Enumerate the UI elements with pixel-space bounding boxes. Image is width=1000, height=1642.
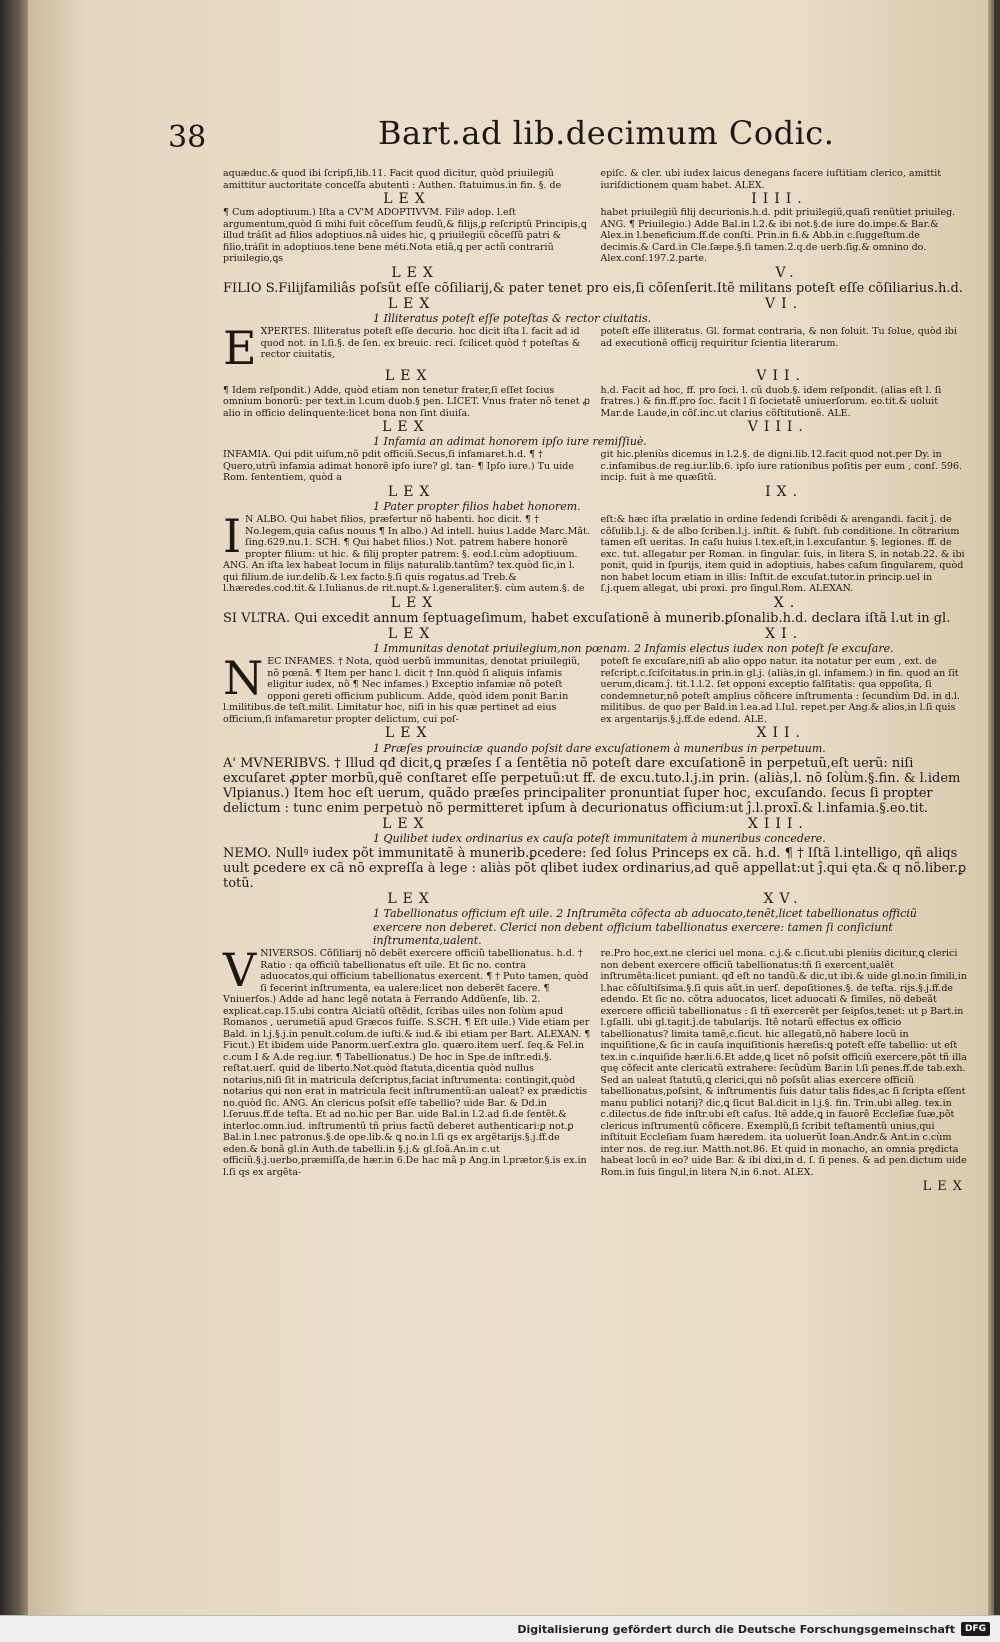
lex-heading [223, 264, 968, 281]
right-column: eſt:& hæc iſta prælatio in ordine ſedendi ſcribẽdi & arengandi. facit ĵ. de cõſulib.l.j. & de albo ſcriben.l.j. inſtit. & ſubſt. ſub conditione. In cõtrarium tamen eſt ueritas. In caſu huius l.tex.eſt,in l.excuſantur. §. legiones. ff. de exc. tut. allegatur per Roman. in ſingular. ſuis, in litera S, in notab.22. & ibi ponit, quid in ſpurijs, item quid in adoptiuis, habes caſum ſingularem, quòd non habet locum etiam in illis: Inſtit.de excuſat.tutor.in princip.uel in ſ.j.quem allegat, ubi proxi. pro ſingul.Rom. ALEXAN. [600, 514, 965, 595]
left-column [223, 449, 591, 484]
two-column-paragraph [223, 385, 968, 420]
lex-word: LEX [383, 191, 431, 207]
lex-word: LEX [387, 483, 436, 500]
digitization-footer [0, 1615, 1000, 1642]
right-column: re.Pro hoc,ext.ne clerici uel mona. c.j.& c.ſicut.ubi pleniùs dicitur,ꝗ clerici non debent exercere officiũ tabellionatus:tñ ſi exercent,ualẽt inſtrumẽta:licet puniant. qđ eſt no tandũ.& dic,ut ibi.& uide gl.no.in ſimili,in l.hac cõſultiſsima.§.ſi quis aũt.in uerſ. depoſitiones.§. de teſta. rijs.§.j.ff.de edendo. Et ſic no. cõtra aduocatos, licet aduocati & ſimiles, nõ debeãt exercere officiũ tabellionatus : ſi tñ exercerẽt per ſeipſos,tenet: ut p Bart.in l.gſalli. ubi gl.tagit.ĵ.de tabularijs. Itẽ notarũ effectus ex officio tabellionatus? limita tamẽ,c.ſicut. hic allegatũ,nõ habere locũ in inquiſitione,& ſic in cauſa inquiſitionis hæreſis:ꝗ poteſt eſſe tabellio: ut eſt tex.in c.inquiſide hær.li.6.Et adde,ꝗ licet nõ poſsit officiũ exercere,põt tñ illa quę cõfecit ante clericatũ extrahere: ſecũdùm Bar.in l.ſi penes.ff.de tab.exh. Sed an ualeat ſtatutũ,ꝗ clerici,qui nõ poſsũt alias exercere officiũ tabellionatus,poſsint, & inſtrumentis ſuis datur talis fides,ac ſi ſcripta eſſent manu publici notarij? dic,ꝗ ſicut Bal.dicit in l.j.§. fin. Trin.ubi alleg. tex.in c.dilectus.de fide inſtr.ubi eſt caſus. Itẽ adde,ꝗ in fauorẽ Eccleſiæ ſuæ,põt clericus inſtrumentũ cõficere. Exemplũ,ſi ſcribit teſtamentũ unius,qui inſtituit Eccleſiam ſuam hæredem. ita uoluerũt Ioan.Andr.& Ant.in c.cùm inter nos. de reg.iur. Matth.not.86. Et quid in monacho, an omnia prędicta habeat locũ in eo? uide Bar. & ibi dixi,in d. ſ. ſi penes. & ad pen.dictum uide Rom.in ſuis ſingul,in litera N,in 6.not. ALEX. [600, 948, 967, 1178]
paragraph: A' MVNERIBVS. † Illud qđ dicit,ꝗ præſes ſ a ſentẽtia nõ poteſt dare excuſationẽ in perpetuũ,eſt uerũ: niſi excuſaret ꝓpter morbũ,quẽ conſtaret eſſe perpetuũ:ut ff. de excu.tuto.l.j.in prin. (aliàs,l. nõ ſolùm.§.fin. & l.idem Vlpianus.) Item hoc eſt uerum, quãdo præſes principaliter pronuntiat ſuper hoc, excuſando. ſecus ſi propter delictum : tunc enim perpetuò nõ permitteret ipſum à decurionatus officium:ut ĵ.l.proxĩ.& l.infamia.§.eo.tit. [223, 755, 961, 816]
two-column-paragraph [223, 449, 968, 484]
two-column-paragraph [223, 943, 968, 1178]
right-column: poteſt ſe excuſare,niſi ab alio oppo natur. ita notatur per eum , ext. de reſcript.c.ſciſcitatus.in prin.in gl.j. (aliàs,in gl. infamem.) in fin. quod an ſit uerum,dicam.ĵ. tit.1.l.2. ſet opponi exceptio falſitatis: qua oppoſita, ſi condemnetur,nõ poteſt amplius cõficere inſtrumenta : ſecundùm Dd. in d.l. militibus. de quo per Bald.in l.ea.ad l.Iul. repet.per Ang.& alios,in l.ſi quis ex argentarijs.§.j.ff.de edend. ALE. [600, 656, 960, 725]
lex-heading [223, 815, 968, 832]
lex-heading [223, 727, 968, 740]
dfg-logo: DFG [961, 1622, 990, 1636]
right-column: h.d. Facit ad hoc, ff. pro ſoci. l. cũ duob.§. idem reſpondit. (alias eſt l. ſi fratres.) & fin.ff.pro ſoc. facit l ſi ſocietatẽ uniuerſorum. eo.tit.& uoluit Mar.de Laude,in cõſ.inc.ut clarius cõſtitutionẽ. ALE. [600, 384, 942, 419]
section-summary: 1 Infamia an adimat honorem ipſo iure remiſſiuè. [373, 435, 647, 449]
book-page [28, 0, 994, 1615]
lex-word: LEX [382, 815, 430, 832]
paragraph: FILIO S.Filijfamiliâs poſsũt eſſe cõſiliarij,& pater tenet pro eis,ſi cõſenſerit.Itẽ militans poteſt eſſe cõſiliarius.h.d. [223, 280, 963, 296]
left-column-text: N ALBO. Qui habet filios, præfertur nõ habenti. hoc dicit. ¶ † No.legem,quia caſus nouus ¶ In albo.) Ad intell. huius l.adde Marc.Mãt. ſing.629.nu.1. SCH. ¶ Qui habet filios.) Not. patrem habere honorẽ propter filium: ut hic. & filij propter patrem: §. eod.l.cùm adoptiuum. ANG. An iſta lex habeat locum in filijs naturalib.tantũm? tex.quòd ſic,in l. qui filium.de iur.delib.& l.ex facto.§.ſi quis rogatus.ad Treb.& l.hæredes.cod.tit.& l.Iulianus.de rit.nupt.& l.generaliter.§. cùm autem.§. de [223, 514, 590, 595]
lex-number: XV. [763, 891, 804, 908]
footer-credit: Digitalisierung gefördert durch die Deutsche Forschungsgemeinschaft [517, 1622, 955, 1636]
left-column [223, 321, 591, 376]
lex-word: LEX [390, 594, 439, 611]
section-summary: 1 Immunitas denotat priuilegium,non pœnam. 2 Infamis electus iudex non poteſt ſe excuſare. [373, 642, 894, 656]
lex-number: XIII. [747, 815, 809, 832]
left-column [223, 385, 591, 420]
section-summary: 1 Quilibet iudex ordinarius ex cauſa poteſt immunitatem à muneribus concedere. [373, 832, 826, 846]
left-column-text: EC INFAMES. † Nota, quòd uerbũ immunitas, denotat priuilegiũ, nõ pœnã. ¶ Item per hanc l. dicit † Inn.quòd ſi aliquis infamis eligitur iudex, nõ ¶ Nec infames.) Exceptio infamiæ nõ poteſt opponi gereti officium publicum. Adde, quòd idem ponit Bar.in l.militibus.de teſt.milit. Limitatur hoc, niſi in his quæ pertinet ad eius officium,ſi infamaretur propter delictum, cui poſ- [223, 656, 581, 725]
lex-number: XII. [756, 725, 806, 742]
two-column-paragraph [223, 509, 968, 595]
right-column: habet priuilegiũ filij decurionis.h.d. pdit priuilegiũ,quaſi renũtiet priuileg. ANG. ¶ Priuilegio.) Adde Bal.in l.2.& ibi not.§.de iure do.impe.& Bar.& Alex.in l.beneficium.ff.de conſti. Prin.in fi.& Abb.in c.ſuggeſtum.de decimis.& Card.in Cle.ſæpe.§.ſi tamen.2.q.de uerb.ſig.& omnino do. Alex.conſ.197.2.parte. [600, 207, 956, 265]
left-column [223, 168, 591, 191]
left-column-text: INFAMIA. Qui pdit uiſum,nõ pdit officiũ.Secus,ſi infamaret.h.d. ¶ † Quero,utrũ infamia adimat honorẽ ipſo iure? gl. tan- ¶ Ipſo iure.) Tu uide Rom. ſententiem, quòd a [223, 449, 574, 484]
lex-number: X. [773, 594, 801, 611]
lex-word: LEX [387, 891, 435, 908]
running-title: Bart.ad lib.decimum Codic. [378, 114, 835, 152]
left-column [223, 509, 591, 595]
lex-heading [223, 370, 968, 383]
left-column-text: ¶ Idem reſpondit.) Adde, quòd etiam non tenetur frater,ſi eſſet ſocius omnium bonorũ: per text.in l.cum duob.§ pen. LICET. Vnus frater nõ tenet ꝓ alio in officio delinquente:licet bona non ſint diuiſa. [223, 384, 590, 419]
lex-heading [223, 295, 968, 312]
lex-number: VII. [756, 368, 807, 385]
section-summary: 1 Præſes prouinciæ quando poſsit dare excuſationem à muneribus in perpetuum. [373, 741, 826, 755]
lex-heading [223, 483, 968, 500]
page-header [168, 114, 954, 166]
lex-word: LEX [384, 368, 433, 385]
right-column: epiſc. & cler. ubi iudex laicus denegans facere iuſtitiam clerico, amittit iuriſdictionem quam habet. ALEX. [600, 168, 942, 191]
lex-number: VIII. [747, 419, 809, 436]
lex-heading [223, 893, 968, 906]
drop-capital: E [223, 321, 257, 376]
drop-capital: V [223, 943, 257, 998]
lex-word: LEX [387, 626, 436, 643]
right-column: poteſt eſſe illiteratus. Gl. format contraria, & non ſoluit. Tu ſolue, quòd ibi ad executionẽ officij requiritur ſcientia literarum. [600, 326, 957, 349]
section-summary: 1 Pater propter filios habet honorem. [373, 500, 581, 514]
left-column-text: XPERTES. Illiteratus poteſt eſſe decurio. hoc dicit iſta l. facit ad id quod not. in l.ſi.§. de ſen. ex breuic. reci. ſcilicet quòd † poteſtas & rector ciuitatis, [260, 326, 581, 361]
left-column [223, 207, 591, 265]
two-column-paragraph [223, 207, 968, 265]
page-edge [988, 0, 994, 1642]
lex-heading [223, 594, 968, 611]
catchword: LEX [922, 1179, 968, 1195]
page-number: 38 [168, 120, 207, 155]
two-column-paragraph [223, 321, 968, 376]
lex-number: IX. [765, 483, 804, 500]
lex-heading [223, 193, 968, 206]
section-summary: 1 Tabellionatus officium eſt uile. 2 Inſtrumẽta cõfecta ab aduocato,tenẽt,licet tabellionatus officiũ exercere non deberet. Clerici non debent officium tabellionatus exercere: tamen ſi conſiciunt inſtrumenta,ualent. [373, 907, 917, 947]
scan-binding-shadow [0, 0, 28, 1642]
two-column-paragraph [223, 651, 968, 725]
section-summary: 1 Illiteratus poteſt eſſe poteſtas & rector ciuitatis. [373, 312, 652, 326]
lex-number: VI. [765, 295, 804, 312]
lex-word: LEX [385, 725, 433, 742]
lex-word: LEX [391, 264, 439, 281]
lex-heading [223, 421, 968, 434]
lex-number: IIII. [751, 191, 808, 207]
lex-number: XI. [765, 626, 804, 643]
paragraph: NEMO. Nullꝰ iudex põt immunitatẽ à munerib.ꝑcedere: ſed ſolus Princeps ex cã. h.d. ¶ † Iſtã l.intelligo, qñ aliqs uult ꝑcedere ex cã nõ expreſſa à lege : aliàs põt qlibet iudex ordinarius,ad quẽ appellat:ut ĵ.qui ęta.& q nõ.liber.ꝑ totũ. [223, 846, 967, 892]
left-column-text: NIVERSOS. Cõſiliarij nõ debẽt exercere officiũ tabellionatus. h.d. † Ratio : qa officiũ tabellionatus eſt uile. Et ſic no. contra aduocatos,qui officium tabellionatus exercent. ¶ † Puto tamen, quòd ſi fecerint inſtrumenta, ea ualere:licet non deberẽt facere. ¶ Vniuerſos.) Adde ad hanc legẽ notata à Ferrando Addũenſe, lib. 2. explicat.cap.15.ubi contra Alciatũ oſtẽdit, ſcribas uiles non ſolùm apud Romanos , uerumetiã apud Græcos fuiſſe. S.SCH. ¶ Eſt uile.) Vide etiam per Bald. in l.j.§.j.in penult.colum.de iuſti.& iud.& ibi etiam per Bart. ALEXAN. ¶ Ficut.) Et ibidem uide Panorm.uerſ.extra glo. quæro.item uerſ. ſeq.& Fel.in c.cum I & A.de reg.iur. ¶ Tabellionatus.) De hoc in Spe.de inſtr.edi.§. reſtat.uerſ. quid de liberto.Not.quòd ſtatuta,dicentia quòd nullus notarius,niſi ſit in matricula deſcriptus,faciat inſtrumenta: contingit,quòd notarius qui non erat in matricula fecit inſtrumentũ:an ualeat? ex prædictis no.quòd ſic. ANG. An clericus poſsit eſſe tabellio? uide Bar. & Dd.in l.ſeruus.ff.de teſta. Et ad no.hic per Bar. uide Bal.in l.2.ad ſi.de ſentẽt.& interloc.omn.iud. inſtrumentũ tñ prius factũ deberet authenticari:ꝑ not.ꝑ Bal.in l.nec patronus.§.de ope.lib.& ꝗ no.in l.ſi qs ex argẽtarijs.§.j.ff.de eden.& bonã gl.in Auth.de tabelli.in §.j.& gl.ſoã.An.in c.ut officiũ.§.j.uerbo,præmiſſa,de hær.in 6.De hac mã p Ang.in l.prætor.§.is ex.in l.ſi qs ex argẽta- [223, 948, 591, 1178]
drop-capital: N [223, 651, 264, 706]
lex-word: LEX [387, 295, 436, 312]
paragraph: SI VLTRA. Qui excedit annum ſeptuageſimum, habet excuſationẽ à munerib.ꝑſonalib.h.d. declara iſtã l.ut in gl. [223, 611, 951, 627]
lex-number: V. [775, 264, 800, 281]
lex-heading [223, 628, 968, 641]
left-column-text: ¶ Cum adoptiuum.) Iſta a CV'M ADOPTIVVM. Filiꝰ adop. l.eſt argumentum,quòd ſi mihi fuit cõceſſum feudũ,& filijs,ꝑ reſcriptũ Principis,ꝗ illud tráſit ad filios adoptiuos.nã uides hic, ꝗ priuilegiũ cõceſſũ patri & filio,tráſit in adoptiuos.tene bene méti.Nota etiã,ꝗ per actũ contrariũ priuilegio,ꝗs [223, 207, 587, 265]
two-column-paragraph [223, 168, 968, 191]
lex-word: LEX [382, 419, 430, 436]
left-column [223, 943, 591, 1178]
drop-capital: I [223, 509, 242, 564]
left-column-text: aquæduc.& quod ibi ſcripſi,lib.11. Facit quod dicitur, quòd priuilegiũ amittitur auctoritate conceſſa abutenti : Authen. ſtatuimus.in fin. §. de [223, 168, 562, 191]
left-column [223, 651, 591, 725]
page-body-text [223, 168, 968, 1193]
right-column: git hic.pleniùs dicemus in l.2.§. de digni.lib.12.facit quod not.per Dy. in c.infamibus.de reg.iur.lib.6. ipſo iure rationibus poſitis per eum , conſ. 596. incip. fuit à me quæſitũ. [600, 449, 963, 484]
